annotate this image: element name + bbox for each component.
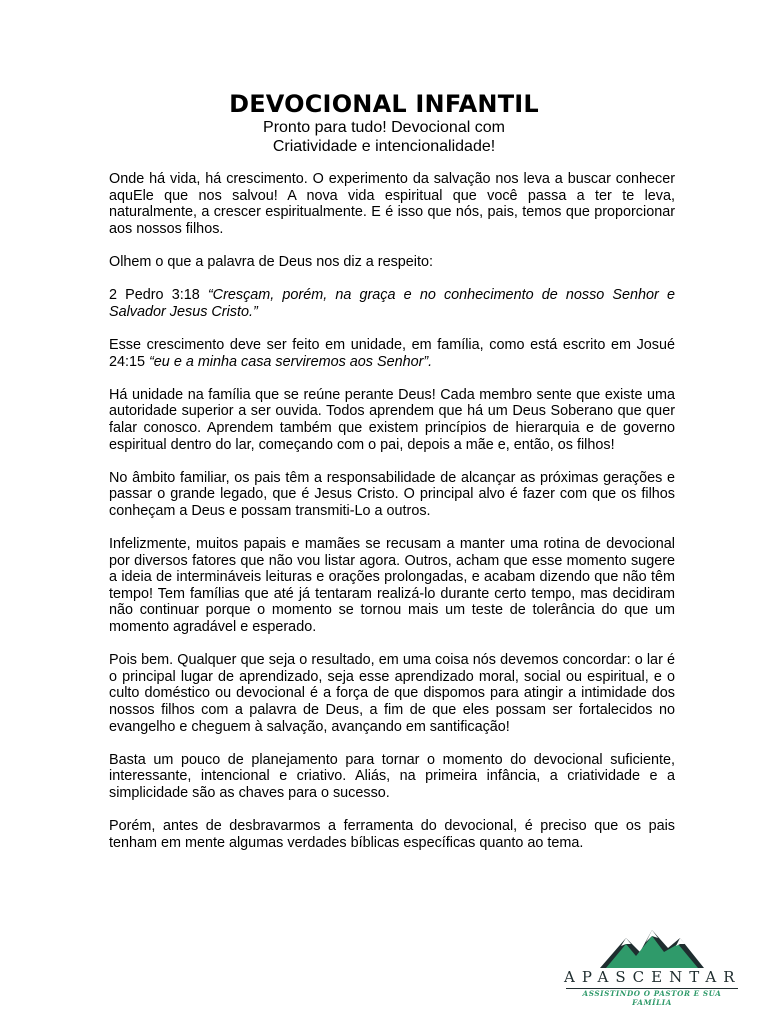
apascentar-logo <box>564 924 742 1007</box>
paragraph-7: Infelizmente, muitos papais e mamães se recusam a manter uma rotina de devocional por diversos fatores que não vou listar agora. Outros, acham que esse momento sugere a ideia de intermináveis leituras e orações prolongadas, e acabam dizendo que não têm tempo! Tem famílias que até já tentaram realizá-lo durante certo tempo, mas decidiram não continuar porque o momento se tornou mais um teste de tolerância do que um momento agradável e esperado. <box>109 536 675 636</box>
paragraph-5: Há unidade na família que se reúne perante Deus! Cada membro sente que existe uma autoridade superior a ser ouvida. Todos aprendem que há um Deus Soberano que quer falar conosco. Aprendem também que existem princípios de hierarquia e de governo espiritual dentro do lar, começando com o pai, depois a mãe e, então, os filhos! <box>109 386 675 453</box>
subtitle-line-2: Criatividade e intencionalidade! <box>272 138 496 155</box>
document-body <box>109 171 675 868</box>
page-title: DEVOCIONAL INFANTIL <box>229 90 539 118</box>
paragraph-4 <box>109 337 675 370</box>
subtitle-line-1: Pronto para tudo! Devocional com <box>263 119 505 136</box>
paragraph-3 <box>109 287 675 320</box>
paragraph-6: No âmbito familiar, os pais têm a responsabilidade de alcançar as próximas gerações e passar o grande legado, que é Jesus Cristo. O principal alvo é fazer com que os filhos conheçam a Deus e possam transmiti-Lo a outros. <box>109 469 675 519</box>
paragraph-8: Pois bem. Qualquer que seja o resultado, em uma coisa nós devemos concordar: o lar é o principal lugar de aprendizado, seja esse aprendizado moral, social ou espiritual, e o culto doméstico ou devocional é a força de que dispomos para atingir a intimidade dos nossos filhos com a palavra de Deus, a fim de que eles possam ser fortalecidos no evangelho e cheguem à salvação, avançando em santificação! <box>109 652 675 735</box>
page-subtitle <box>0 118 768 156</box>
scripture-reference: Josué 24:15 <box>109 336 675 370</box>
paragraph-9: Basta um pouco de planejamento para tornar o momento do devocional suficiente, interessante, intencional e criativo. Aliás, na primeira infância, a criatividade e a simplicidade são as chaves para o sucesso. <box>109 751 675 801</box>
scripture-reference: 2 Pedro 3:18 <box>109 287 200 304</box>
scripture-quote: “Cresçam, porém, na graça e no conhecimento de nosso Senhor e Salvador Jesus Cristo.” <box>109 287 675 320</box>
paragraph-2: Olhem o que a palavra de Deus nos diz a respeito: <box>109 253 433 270</box>
paragraph-10: Porém, antes de desbravarmos a ferramenta do devocional, é preciso que os pais tenham em mente algumas verdades bíblicas específicas quanto ao tema. <box>109 818 675 851</box>
mountains-icon <box>600 924 704 968</box>
scripture-quote: “eu e a minha casa serviremos aos Senhor”. <box>149 353 433 370</box>
brand-name: APASCENTAR <box>564 968 742 986</box>
paragraph-1: Onde há vida, há crescimento. O experimento da salvação nos leva a buscar conhecer aquEle que nos salvou! A nova vida espiritual que você passa a ter te leva, naturalmente, a crescer espiritualmente. E é isso que nós, pais, temos que proporcionar aos nossos filhos. <box>109 171 675 237</box>
paragraph-4-text: Esse crescimento deve ser feito em unidade, em família, como está escrito em <box>109 336 631 353</box>
brand-tagline: ASSISTINDO O PASTOR E SUA FAMÍLIA <box>582 989 722 1007</box>
